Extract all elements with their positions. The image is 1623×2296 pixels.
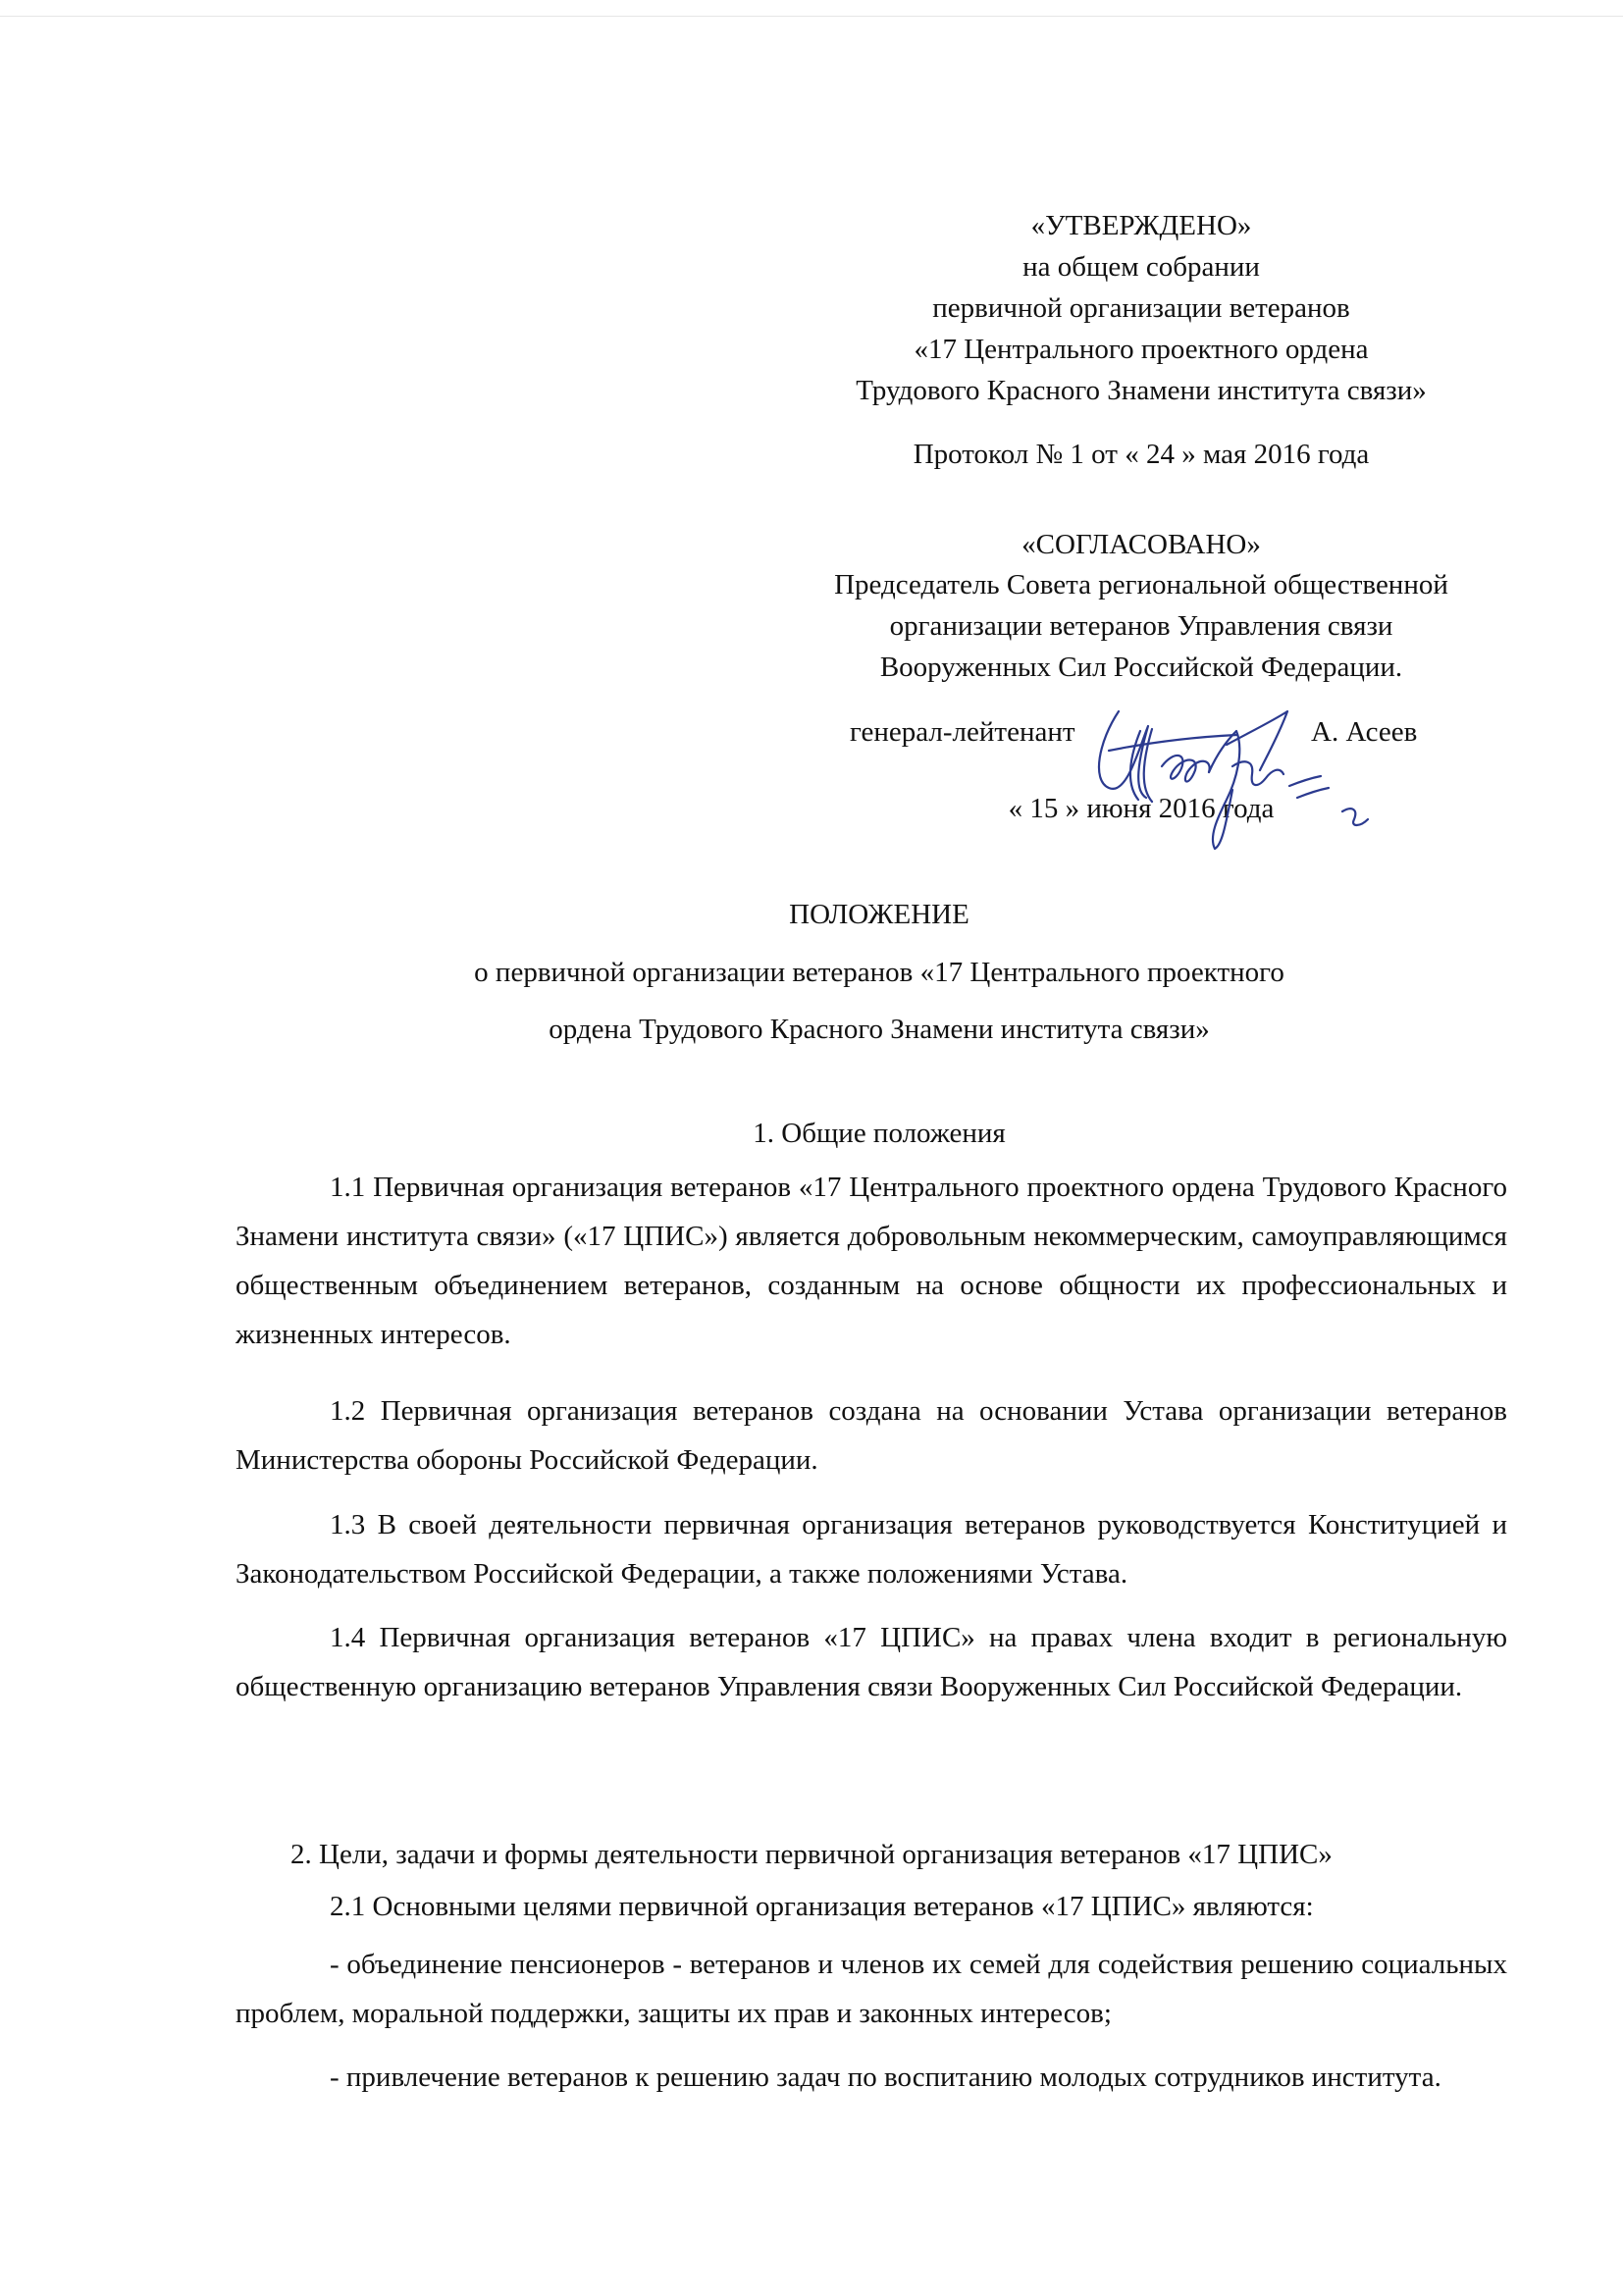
signatory-rank: генерал-лейтенант — [850, 716, 1075, 748]
list-item: - привлечение ветеранов к решению задач по воспитанию молодых сотрудников института. — [330, 2061, 1441, 2093]
approval-title: «УТВЕРЖДЕНО» — [1030, 210, 1252, 241]
section-heading: 2. Цели, задачи и формы деятельности первичной организация ветеранов «17 ЦПИС» — [290, 1839, 1333, 1870]
document-subtitle: ордена Трудового Красного Знамени института связи» — [549, 1014, 1210, 1045]
approval-protocol: Протокол № 1 от « 24 » мая 2016 года — [913, 439, 1370, 470]
agreement-line: Председатель Совета региональной общественной — [834, 569, 1448, 600]
scan-edge-line — [0, 16, 1623, 17]
approval-line: первичной организации ветеранов — [932, 292, 1350, 324]
document-subtitle: о первичной организации ветеранов «17 Центрального проектного — [474, 957, 1284, 988]
agreement-line: организации ветеранов Управления связи — [889, 610, 1393, 642]
agreement-line: Вооруженных Сил Российской Федерации. — [879, 652, 1403, 683]
paragraph-1-2: 1.2 Первичная организация ветеранов создана на основании Устава организации ветеранов Министерства обороны Российской Федерации. — [236, 1395, 1507, 1476]
paragraph-1-4: 1.4 Первичная организация ветеранов «17 ЦПИС» на правах члена входит в региональную общественную организацию ветеранов Управления связи Вооруженных Сил Российской Федерации. — [236, 1622, 1507, 1702]
approval-line: «17 Центрального проектного ордена — [914, 334, 1369, 365]
agreement-title: «СОГЛАСОВАНО» — [1021, 529, 1261, 560]
document-title: ПОЛОЖЕНИЕ — [789, 899, 969, 930]
paragraph-1-3: 1.3 В своей деятельности первичная организация ветеранов руководствуется Конституцией и Законодательством Российской Федерации, а также положениями Устава. — [236, 1509, 1507, 1590]
section-heading: 1. Общие положения — [753, 1118, 1006, 1149]
paragraph-1-1: 1.1 Первичная организация ветеранов «17 Центрального проектного ордена Трудового Красного Знамени института связи» («17 ЦПИС») является добровольным некоммерческим, самоуправляющимся общественным объединением ветеранов, созданным на основе общности их профессиональных и жизненных интересов. — [236, 1172, 1507, 1350]
approval-line: на общем собрании — [1022, 251, 1260, 283]
signatory-name: А. Асеев — [1311, 716, 1418, 748]
list-item: - объединение пенсионеров - ветеранов и членов их семей для содействия решению социальных проблем, моральной поддержки, защиты их прав и законных интересов; — [236, 1949, 1507, 2029]
paragraph-2-1: 2.1 Основными целями первичной организация ветеранов «17 ЦПИС» являются: — [330, 1891, 1314, 1922]
handwritten-signature — [1079, 672, 1393, 854]
approval-line: Трудового Красного Знамени института связи» — [856, 375, 1427, 406]
agreement-date: « 15 » июня 2016 года — [1008, 793, 1275, 824]
